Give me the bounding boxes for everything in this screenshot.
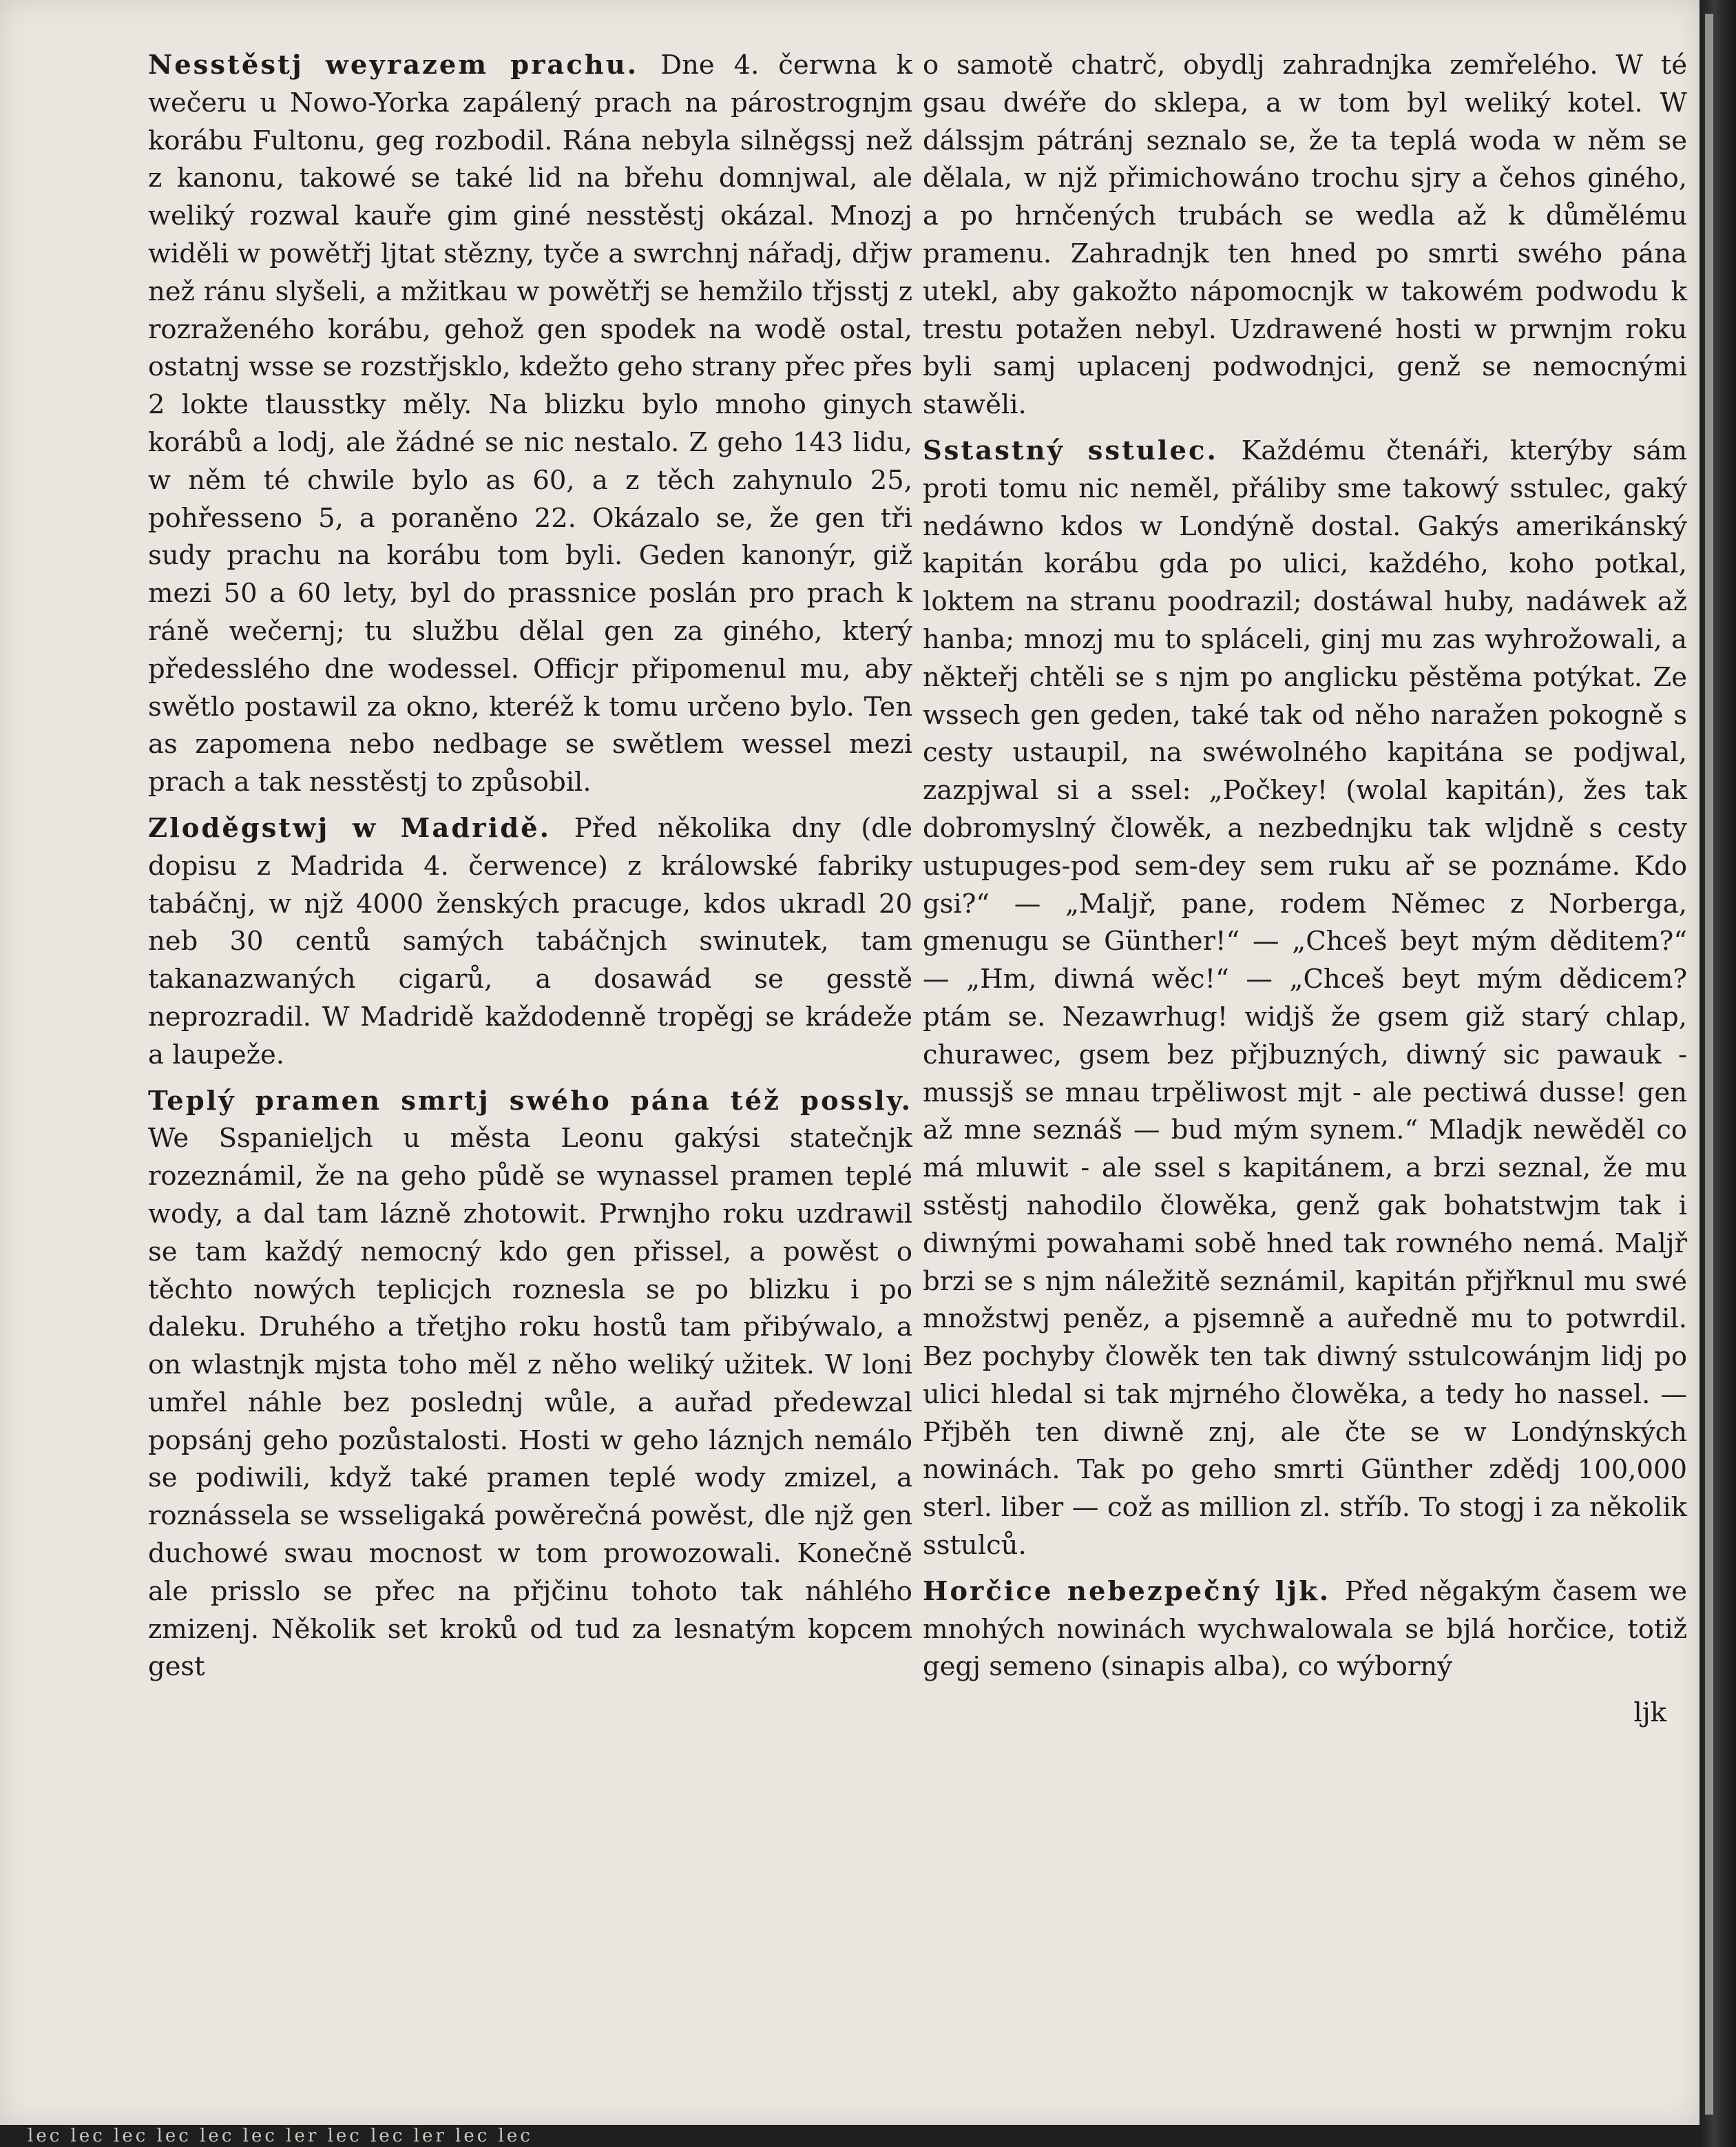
article-headline: Sstastný sstulec. xyxy=(923,435,1242,466)
article-theft xyxy=(148,810,912,1075)
catchword: ljk xyxy=(1633,1697,1666,1729)
left-column xyxy=(148,47,912,1694)
article-headline: Horčice nebezpečný ljk. xyxy=(923,1575,1345,1607)
article-body: Před něgakým časem we mnohých nowinách wychwalowala se bjlá horčice, totiž gegj semeno (sinapis alba), co wýborný xyxy=(923,1575,1687,1683)
article-body: Každému čtenáři, kterýby sám proti tomu nic neměl, přáliby sme takowý sstulec, gaký nedáwno kdos w Londýně dostal. Gakýs amerikánský kapitán korábu gda po ulici, každého, koho potkal, loktem na stranu poodrazil; dostáwal huby, nadáwek až hanba; mnozj mu to spláceli, ginj mu zas wyhrožowali, a někteřj chtěli se s njm po anglicku pěstěma potýkat. Ze wssech gen geden, také tak od něho naražen pokogně s cesty ustaupil, na swéwolného kapitána se podjwal, zazpjwal si a ssel: „Počkey! (wolal kapitán), žes tak dobromyslný člowěk, a nezbednjku tak wljdně s cesty ustupuges-pod sem-dey sem ruku ař se poznáme. Kdo gsi?“ — „Maljř, pane, rodem Němec z Norberga, gmenugu se Günther!“ — „Chceš beyt mým děditem?“ — „Hm, diwná wěc!“ — „Chceš beyt mým dědicem? ptám se. Nezawrhug! widjš že gsem giž starý chlap, churawec, gsem bez přjbuzných, diwný sic pawauk - mussjš se mnau trpěliwost mjt - ale pectiwá dusse! gen až mne seznáš — bud mým synem.“ Mladjk newěděl co má mluwit - ale ssel s kapitánem, a brzi seznal, že mu sstěstj nahodilo člowěka, genž gak bohatstwjm tak i diwnými powahami sobě hned tak rowného nemá. Maljř brzi se s njm náležitě seznámil, kapitán přjřknul mu swé množstwj peněz, a pjsemně a auředně mu to potwrdil. Bez pochyby člowěk ten tak diwný sstulcowánjm lidj po ulici hledal si tak mjrného člowěka, a tedy ho nassel. — Přjběh ten diwně znj, ale čte se w Londýnských nowinách. Tak po geho smrti Günther zdědj 100,000 sterl. liber — což as million zl. stříb. To stogj i za několik sstulců. xyxy=(923,435,1687,1562)
article-headline: Nesstěstj weyrazem prachu. xyxy=(148,50,661,81)
article-headline: Teplý pramen smrtj swého pána též possly. xyxy=(148,1085,912,1117)
article-headline: Zloděgstwj w Madridě. xyxy=(148,812,574,844)
article-explosion xyxy=(148,47,912,802)
bleed-through-text: lec lec lec lec lec lec ler lec lec ler lec lec xyxy=(28,2128,533,2144)
article-mustard xyxy=(923,1573,1687,1686)
article-body: Před několika dny (dle dopisu z Madrida 4. čerwence) z králowské fabriky tabáčnj, w njž 4000 ženských pracuge, kdos ukradl 20 neb 30 centů samých tabáčnjch swinutek, tam takanazwaných cigarů, a dosawád se gesstě neprozradil. W Madridě každodenně tropěgj se krádeže a laupeže. xyxy=(148,812,912,1070)
article-body: Dne 4. čerwna k wečeru u Nowo-Yorka zapálený prach na párostrognjm korábu Fultonu, geg rozbodil. Rána nebyla silněgssj než z kanonu, takowé se také lid na břehu domnjwal, ale weliký rozwal kauře gim giné nesstěstj okázal. Mnozj widěli w powětřj ljtat stězny, tyče a swrchnj nářadj, dřjw než ránu slyšeli, a mžitkau w powětřj se hemžilo třjsstj z rozraženého korábu, gehož gen spodek na wodě ostal, ostatnj wsse se rozstřjsklo, kdežto geho strany přec přes 2 lokte tlausstky měly. Na blizku bylo mnoho ginych korábů a lodj, ale žádné se nic nestalo. Z geho 143 lidu, w něm té chwile bylo as 60, a z těch zahynulo 25, pohřesseno 5, a poraněno 22. Okázalo se, že gen tři sudy prachu na korábu tom byli. Geden kanonýr, giž mezi 50 a 60 lety, byl do prassnice poslán pro prach k ráně wečernj; tu službu dělal gen za giného, který předesslého dne wodessel. Officjr připomenul mu, aby swětlo postawil za okno, kteréž k tomu určeno bylo. Ten as zapomena nebo nedbage se swětlem wessel mezi prach a tak nesstěstj to způsobil. xyxy=(148,50,912,798)
article-continuation: o samotě chatrč, obydlj zahradnjka zemřelého. W té gsau dwéře do sklepa, a w tom byl weliký kotel. W dálssjm pátránj seznalo se, že ta teplá woda w něm se dělala, w njž přimichowáno trochu sjry a čehos giného, a po hrnčených trubách se wedla až k důmělému pramenu. Zahradnjk ten hned po smrti swého pána utekl, aby gakožto nápomocnjk w takowém podwodu k trestu potažen nebyl. Uzdrawené hosti w prwnjm roku byli samj uplacenj podwodnjci, genž se nemocnými stawěli. xyxy=(923,50,1687,421)
article-lucky-shove xyxy=(923,433,1687,1565)
article-body: We Sspanieljch u města Leonu gakýsi statečnjk rozeznámil, že na geho půdě se wynassel pramen teplé wody, a dal tam lázně zhotowit. Prwnjho roku uzdrawil se tam každý nemocný kdo gen přissel, a powěst o těchto nowých teplicjch roznesla se po blizku i po daleku. Druhého a třetjho roku hostů tam přibýwalo, a on wlastnjk mjsta toho měl z něho weliký užitek. W loni umřel náhle bez poslednj wůle, a auřad předewzal popsánj geho pozůstalosti. Hosti w geho láznjch nemálo se podiwili, když také pramen teplé wody zmizel, a roznássela se wsseligaká powěrečná powěst, dle njž gen duchowé swau mocnost w tom prowozowali. Konečně ale prisslo se přec na přjčinu tohoto tak náhlého zmizenj. Několik set kroků od tud za lesnatým kopcem gest xyxy=(148,1123,912,1683)
right-column xyxy=(923,47,1687,1732)
next-page-strip xyxy=(1705,14,1713,2115)
article-warm-spring xyxy=(148,1083,912,1687)
